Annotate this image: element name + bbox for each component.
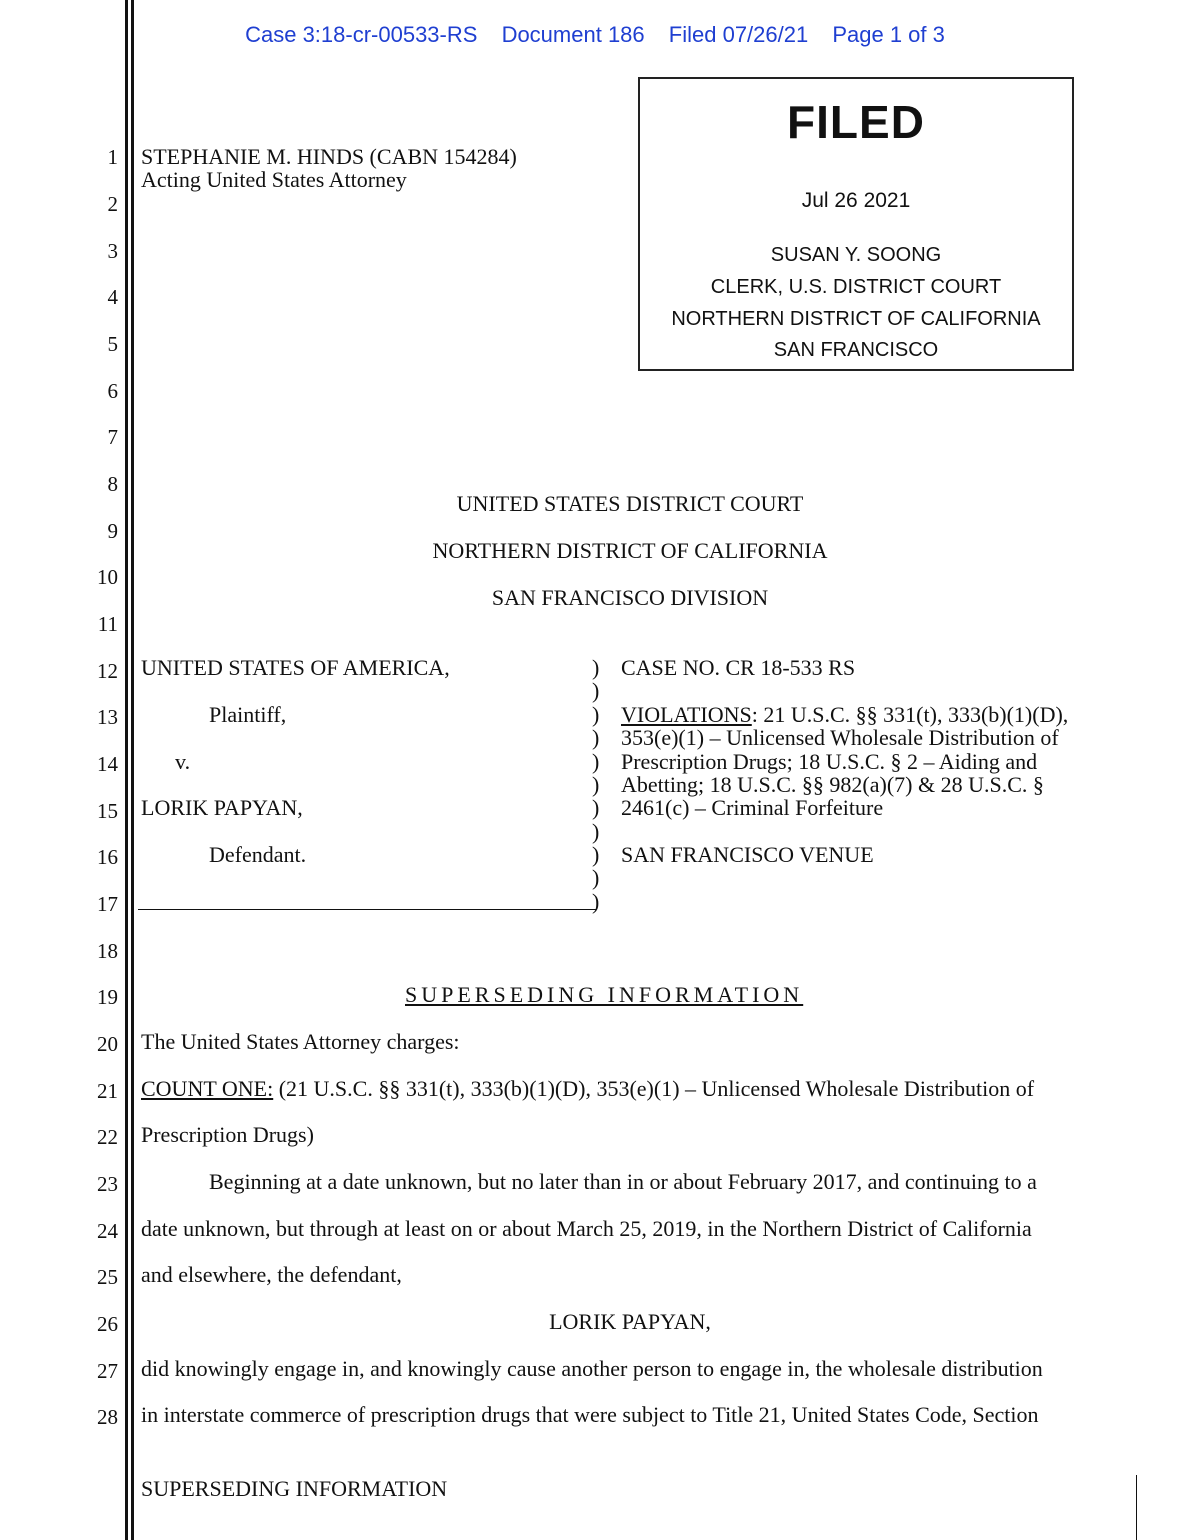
count-one-label: COUNT ONE:: [141, 1076, 274, 1101]
clerk-division: SAN FRANCISCO: [773, 339, 939, 361]
clerk-name: SUSAN Y. SOONG: [770, 244, 942, 266]
line-number: 26: [97, 1312, 118, 1336]
line-number: 8: [107, 472, 118, 496]
clerk-district: NORTHERN DISTRICT OF CALIFORNIA: [671, 308, 1041, 330]
violations-line-1: [621, 703, 1068, 727]
count-one-heading-cont: Prescription Drugs): [141, 1122, 314, 1147]
charges-intro: The United States Attorney charges:: [141, 1029, 460, 1054]
court-name: UNITED STATES DISTRICT COURT: [456, 491, 804, 516]
violations-text: : 21 U.S.C. §§ 331(t), 333(b)(1)(D),: [751, 702, 1069, 727]
line-number: 19: [97, 985, 118, 1009]
document-title: SUPERSEDING INFORMATION: [405, 982, 804, 1007]
defendant-role: Defendant.: [209, 842, 307, 867]
venue: SAN FRANCISCO VENUE: [621, 842, 874, 867]
line-number: 28: [97, 1405, 118, 1429]
defendant-name-body: LORIK PAPYAN,: [549, 1309, 711, 1334]
plaintiff-role: Plaintiff,: [209, 702, 287, 727]
paragraph-line: did knowingly engage in, and knowingly cause another person to engage in, the wholesale distribution: [141, 1356, 1043, 1381]
paragraph-line: Beginning at a date unknown, but no later than in or about February 2017, and continuing to a: [209, 1169, 1037, 1194]
filed-date: Filed 07/26/21: [668, 22, 809, 47]
line-number: 11: [97, 612, 118, 636]
line-number: 20: [97, 1032, 118, 1056]
attorney-title: Acting United States Attorney: [141, 167, 407, 192]
right-margin-rule: [1136, 1475, 1137, 1540]
line-number: 21: [97, 1079, 118, 1103]
attorney-name: STEPHANIE M. HINDS (CABN 154284): [141, 144, 517, 169]
line-number: 4: [107, 285, 118, 309]
violations-line-2: 353(e)(1) – Unlicensed Wholesale Distribution of: [621, 725, 1059, 750]
versus: v.: [175, 749, 191, 774]
ecf-header: [0, 22, 1190, 48]
count-one-heading: [141, 1077, 1034, 1101]
left-margin-rule-outer: [125, 0, 128, 1540]
line-number: 16: [97, 845, 118, 869]
line-number: 13: [97, 705, 118, 729]
court-division: SAN FRANCISCO DIVISION: [491, 585, 769, 610]
line-number: 3: [107, 239, 118, 263]
line-number: 9: [107, 519, 118, 543]
line-number: 14: [97, 752, 118, 776]
line-number: 5: [107, 332, 118, 356]
clerk-title: CLERK, U.S. DISTRICT COURT: [710, 276, 1002, 298]
violations-line-4: Abetting; 18 U.S.C. §§ 982(a)(7) & 28 U.S.C. §: [621, 772, 1044, 797]
page-indicator: Page 1 of 3: [832, 22, 945, 47]
filed-stamp: [638, 77, 1074, 371]
line-number: 15: [97, 799, 118, 823]
line-number: 6: [107, 379, 118, 403]
line-number: 7: [107, 425, 118, 449]
case-number: Case 3:18-cr-00533-RS: [245, 22, 478, 47]
filed-stamp-date: Jul 26 2021: [801, 189, 911, 212]
line-number: 22: [97, 1125, 118, 1149]
left-margin-rule-inner: [131, 0, 134, 1540]
line-number: 24: [97, 1219, 118, 1243]
line-number: 23: [97, 1172, 118, 1196]
defendant-name: LORIK PAPYAN,: [141, 795, 303, 820]
footer-title: SUPERSEDING INFORMATION: [141, 1476, 448, 1501]
document-number: Document 186: [501, 22, 645, 47]
caption-rule: [138, 909, 596, 910]
violations-line-5: 2461(c) – Criminal Forfeiture: [621, 795, 884, 820]
line-number: 2: [107, 192, 118, 216]
plaintiff-name: UNITED STATES OF AMERICA,: [141, 655, 450, 680]
paragraph-line: and elsewhere, the defendant,: [141, 1262, 402, 1287]
case-number-caption: CASE NO. CR 18-533 RS: [621, 655, 856, 680]
violations-line-3: Prescription Drugs; 18 U.S.C. § 2 – Aiding and: [621, 749, 1038, 774]
line-number: 10: [97, 565, 118, 589]
paragraph-line: date unknown, but through at least on or about March 25, 2019, in the Northern District of California: [141, 1216, 1032, 1241]
line-number: 18: [97, 939, 118, 963]
court-district: NORTHERN DISTRICT OF CALIFORNIA: [432, 538, 828, 563]
line-number: 12: [97, 659, 118, 683]
paragraph-line: in interstate commerce of prescription drugs that were subject to Title 21, United States Code, Section: [141, 1402, 1039, 1427]
line-number: 27: [97, 1359, 118, 1383]
line-number: 1: [107, 145, 118, 169]
count-one-statutes: (21 U.S.C. §§ 331(t), 333(b)(1)(D), 353(e)(1) – Unlicensed Wholesale Distribution of: [273, 1076, 1035, 1101]
line-number: 17: [97, 892, 118, 916]
violations-label: VIOLATIONS: [621, 702, 752, 727]
filed-stamp-title: FILED: [787, 96, 925, 148]
line-number: 25: [97, 1265, 118, 1289]
